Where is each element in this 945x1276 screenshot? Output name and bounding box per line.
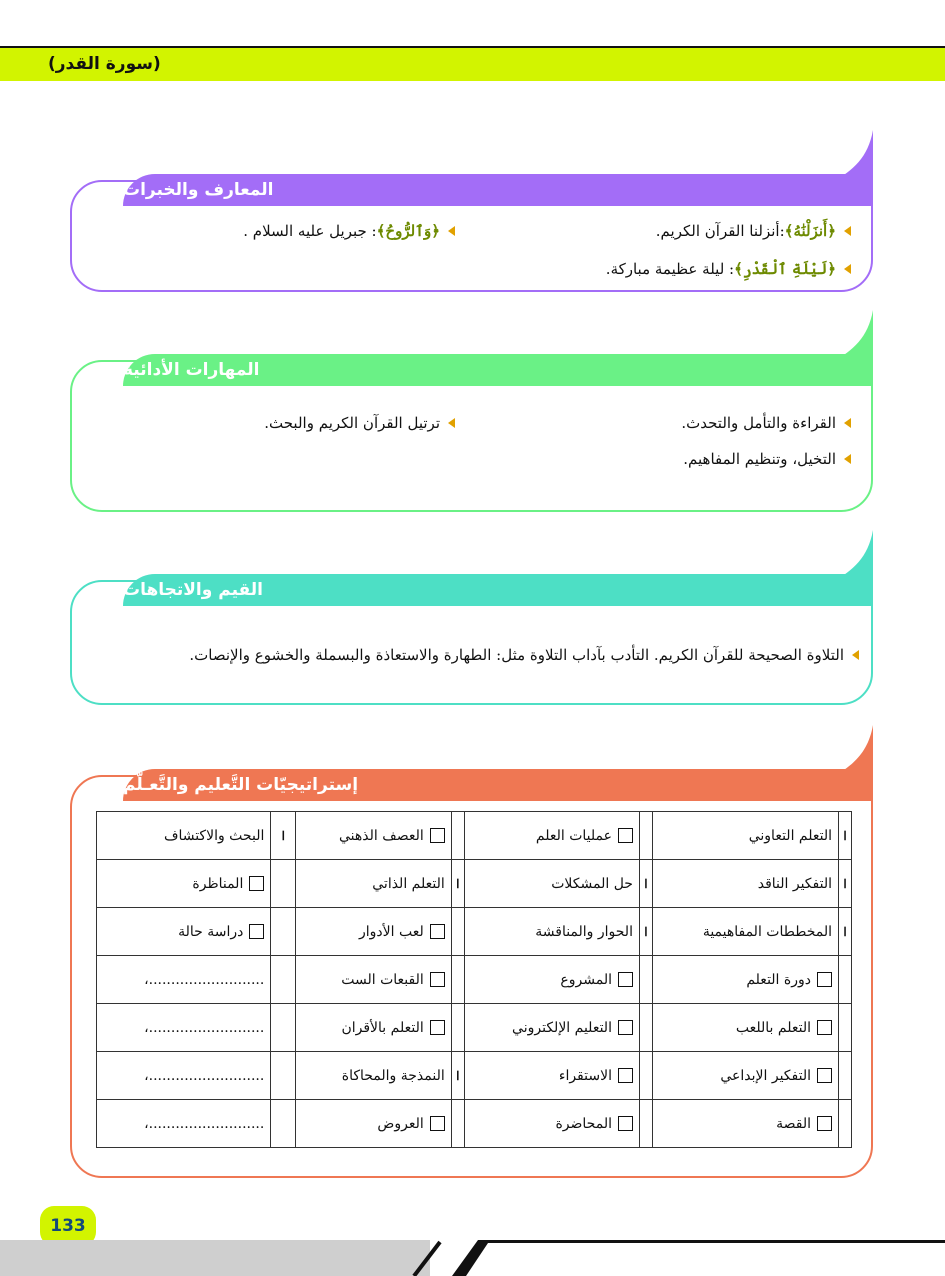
strategy-label-cell <box>296 908 451 956</box>
checkbox-icon[interactable] <box>618 972 633 987</box>
strategy-label: دراسة حالة <box>178 923 244 940</box>
strategy-row <box>97 860 852 908</box>
strategy-label-cell <box>652 908 838 956</box>
strategy-label: النمذجة والمحاكاة <box>341 1067 445 1084</box>
strategy-blank-dots: ..........................، <box>144 1067 265 1084</box>
strategy-mark-cell <box>839 1004 852 1052</box>
footer-slashes <box>400 1238 945 1276</box>
quran-term: ﴿لَيْلَةِ ٱلْقَدْرِ﴾ <box>734 260 836 278</box>
checked-mark-icon: ا <box>644 876 648 891</box>
strategy-label-cell <box>296 1052 451 1100</box>
strategies-section <box>70 725 873 1180</box>
bullet-icon <box>844 454 851 464</box>
checked-mark-icon: ا <box>843 828 847 843</box>
checkbox-icon[interactable] <box>430 1020 445 1035</box>
skills-section <box>70 310 873 515</box>
checked-mark-icon: ا <box>281 828 286 843</box>
checkbox-icon[interactable] <box>817 1116 832 1131</box>
strategy-blank-dots: ..........................، <box>144 1115 265 1132</box>
strategy-checkbox-item[interactable] <box>559 1068 633 1084</box>
skills-item <box>681 414 851 432</box>
strategy-mark-cell <box>271 1100 296 1148</box>
strategy-label-cell <box>652 812 838 860</box>
skills-item <box>264 414 455 432</box>
bullet-icon <box>844 264 851 274</box>
strategy-label-cell <box>97 1100 271 1148</box>
strategy-row <box>97 1052 852 1100</box>
strategy-mark-cell <box>839 956 852 1004</box>
strategy-label: التعليم الإلكتروني <box>512 1019 612 1036</box>
strategy-label: حل المشكلات <box>551 875 633 892</box>
checkbox-icon[interactable] <box>430 972 445 987</box>
item-text: التخيل، وتنظيم المفاهيم. <box>683 450 836 468</box>
checked-mark-icon: ا <box>456 1068 460 1083</box>
strategy-checkbox-item[interactable] <box>341 1020 444 1036</box>
bullet-icon <box>448 418 455 428</box>
strategy-label-cell <box>97 812 271 860</box>
strategy-blank-dots: ..........................، <box>144 1019 265 1036</box>
strategy-checkbox-item[interactable] <box>339 828 445 844</box>
strategy-label: العصف الذهني <box>338 827 424 844</box>
strategy-mark-cell <box>639 908 652 956</box>
strategy-mark-cell <box>451 1100 464 1148</box>
strategy-label: المحاضرة <box>555 1115 612 1132</box>
values-section <box>70 530 873 708</box>
strategy-mark-cell <box>839 812 852 860</box>
footer-grey-band <box>0 1240 430 1276</box>
checkbox-icon[interactable] <box>249 924 264 939</box>
checkbox-icon[interactable] <box>817 1068 832 1083</box>
bullet-icon <box>844 418 851 428</box>
page-number: 133 <box>40 1206 96 1246</box>
strategy-label: التفكير الناقد <box>757 875 832 892</box>
knowledge-title: المعارف والخبرات <box>123 174 873 206</box>
values-item <box>189 646 859 664</box>
knowledge-section <box>70 130 873 295</box>
strategy-checkbox-item[interactable] <box>192 876 264 892</box>
strategy-label: دورة التعلم <box>746 971 811 988</box>
strategy-mark-cell <box>839 860 852 908</box>
strategy-mark-cell <box>271 860 296 908</box>
strategy-label-cell <box>652 1100 838 1148</box>
strategy-checkbox-item[interactable] <box>746 972 832 988</box>
checkbox-icon[interactable] <box>817 972 832 987</box>
strategy-label-cell <box>97 1052 271 1100</box>
strategy-label-cell <box>652 860 838 908</box>
strategy-label: البحث والاكتشاف <box>163 827 265 844</box>
checkbox-icon[interactable] <box>618 1068 633 1083</box>
item-text: : ليلة عظيمة مباركة. <box>605 260 735 278</box>
strategy-label-cell <box>464 956 639 1004</box>
item-text: التلاوة الصحيحة للقرآن الكريم. التأدب بآداب التلاوة مثل: الطهارة والاستعاذة والبسملة والخشوع والإنصات. <box>189 646 844 664</box>
skills-title: المهارات الأدائية <box>123 354 873 386</box>
strategy-mark-cell <box>639 812 652 860</box>
strategy-mark-cell <box>639 1052 652 1100</box>
strategy-mark-cell <box>451 1052 464 1100</box>
strategy-row <box>97 956 852 1004</box>
checkbox-icon[interactable] <box>430 1116 445 1131</box>
strategy-checkbox-item[interactable] <box>536 828 633 844</box>
item-text: ترتيل القرآن الكريم والبحث. <box>264 414 440 432</box>
strategy-label: القبعات الست <box>341 971 424 988</box>
checkbox-icon[interactable] <box>430 924 445 939</box>
strategy-checkbox-item[interactable] <box>377 1116 444 1132</box>
strategy-label-cell <box>464 812 639 860</box>
item-text: :أنزلنا القرآن الكريم. <box>655 222 785 240</box>
bullet-icon <box>852 650 859 660</box>
strategy-label: القصة <box>776 1115 811 1132</box>
strategy-label: التعلم بالأقران <box>341 1019 424 1036</box>
strategy-row <box>97 908 852 956</box>
strategy-mark-cell <box>639 860 652 908</box>
strategy-label-cell <box>296 1100 451 1148</box>
strategy-mark-cell <box>271 908 296 956</box>
strategy-label-cell <box>97 860 271 908</box>
strategy-mark-cell <box>271 956 296 1004</box>
strategy-label-cell <box>296 812 451 860</box>
strategy-label-cell <box>464 1100 639 1148</box>
strategy-label: التعلم الذاتي <box>372 875 445 892</box>
checkbox-icon[interactable] <box>618 828 633 843</box>
bullet-icon <box>844 226 851 236</box>
strategy-mark-cell <box>451 1004 464 1052</box>
strategy-mark-cell <box>639 956 652 1004</box>
strategy-label-cell <box>652 956 838 1004</box>
strategy-label-cell <box>296 1004 451 1052</box>
strategy-label-cell <box>652 1004 838 1052</box>
surah-title: (سورة القدر) <box>48 54 161 74</box>
strategy-checkbox-item[interactable] <box>359 924 445 940</box>
checkbox-icon[interactable] <box>618 1020 633 1035</box>
strategy-label-cell <box>97 1004 271 1052</box>
strategy-label-cell <box>464 1004 639 1052</box>
strategy-row <box>97 1100 852 1148</box>
strategy-label-cell <box>464 860 639 908</box>
strategy-mark-cell <box>451 860 464 908</box>
strategy-label: العروض <box>377 1115 424 1132</box>
strategy-label-cell <box>464 908 639 956</box>
strategy-label: المناظرة <box>192 875 244 892</box>
strategy-label: الحوار والمناقشة <box>535 923 633 940</box>
strategy-label: التعلم التعاوني <box>748 827 832 844</box>
strategy-label-cell <box>97 956 271 1004</box>
strategy-row <box>97 1004 852 1052</box>
checkbox-icon[interactable] <box>430 828 445 843</box>
strategy-label-cell <box>464 1052 639 1100</box>
strategy-checkbox-item[interactable] <box>555 1116 633 1132</box>
strategy-label-cell <box>296 956 451 1004</box>
checked-mark-icon: ا <box>843 876 847 891</box>
bullet-icon <box>448 226 455 236</box>
skills-item <box>683 450 851 468</box>
strategy-mark-cell <box>839 1100 852 1148</box>
strategies-table-wrap <box>70 769 873 1179</box>
strategy-mark-cell <box>639 1100 652 1148</box>
item-text: القراءة والتأمل والتحدث. <box>681 414 836 432</box>
strategy-label-cell <box>296 860 451 908</box>
strategy-label: التفكير الإبداعي <box>720 1067 811 1084</box>
strategy-label-cell <box>652 1052 838 1100</box>
strategy-label: عمليات العلم <box>535 827 612 844</box>
strategy-label: الاستقراء <box>558 1067 612 1084</box>
strategy-mark-cell <box>271 812 296 860</box>
quran-term: ﴿أَنزَلْنَٰهُ﴾ <box>784 222 836 240</box>
strategy-mark-cell <box>451 956 464 1004</box>
strategy-mark-cell <box>839 908 852 956</box>
checked-mark-icon: ا <box>644 924 648 939</box>
checkbox-icon[interactable] <box>618 1116 633 1131</box>
strategy-checkbox-item[interactable] <box>512 1020 633 1036</box>
strategy-checkbox-item[interactable] <box>776 1116 832 1132</box>
strategy-label: المخططات المفاهيمية <box>702 923 832 940</box>
strategy-mark-cell <box>639 1004 652 1052</box>
strategy-mark-cell <box>451 812 464 860</box>
strategy-label: المشروع <box>560 971 612 988</box>
item-text: : جبريل عليه السلام . <box>243 222 377 240</box>
quran-term: ﴿وَٱلرُّوحُ﴾ <box>376 222 440 240</box>
strategy-checkbox-item[interactable] <box>560 972 633 988</box>
strategy-mark-cell <box>451 908 464 956</box>
strategy-checkbox-item[interactable] <box>341 972 445 988</box>
strategy-label: التعلم باللعب <box>735 1019 811 1036</box>
strategy-mark-cell <box>839 1052 852 1100</box>
strategies-table <box>96 811 852 1148</box>
knowledge-item <box>606 260 851 278</box>
strategy-checkbox-item[interactable] <box>736 1020 832 1036</box>
values-title: القيم والاتجاهات <box>123 574 873 606</box>
strategy-row <box>97 812 852 860</box>
strategy-mark-cell <box>271 1004 296 1052</box>
checkbox-icon[interactable] <box>817 1020 832 1035</box>
checkbox-icon[interactable] <box>249 876 264 891</box>
strategy-label-cell <box>97 908 271 956</box>
strategy-label: لعب الأدوار <box>359 923 424 940</box>
strategy-mark-cell <box>271 1052 296 1100</box>
checked-mark-icon: ا <box>456 876 460 891</box>
strategies-title: إستراتيجيّات التَّعليم والتَّعـلُّم <box>123 769 873 801</box>
strategy-checkbox-item[interactable] <box>178 924 264 940</box>
knowledge-item <box>243 222 455 240</box>
checked-mark-icon: ا <box>843 924 847 939</box>
strategy-checkbox-item[interactable] <box>720 1068 832 1084</box>
strategy-blank-dots: ..........................، <box>144 971 265 988</box>
knowledge-item <box>656 222 851 240</box>
